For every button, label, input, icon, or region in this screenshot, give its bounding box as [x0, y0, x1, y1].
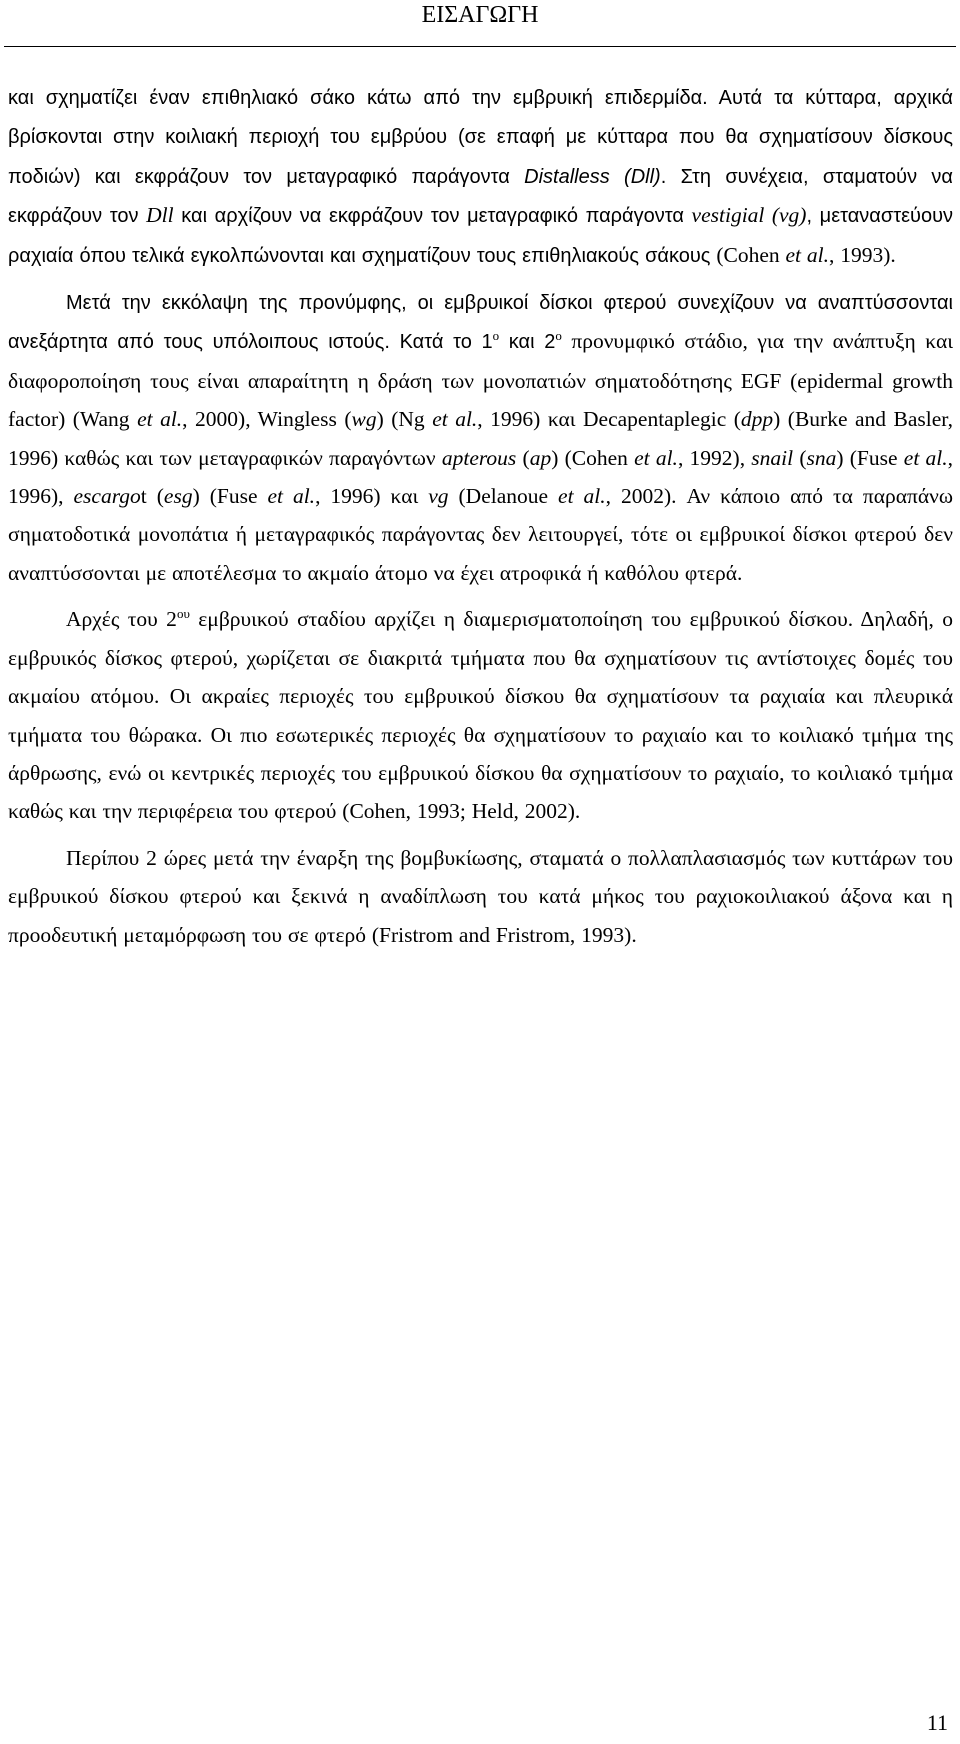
p3-sup-1: ου [176, 606, 190, 622]
p1-gene-dll: Dll [146, 203, 174, 228]
p2-text-f: , 1996) και Decapentaplegic ( [477, 407, 741, 432]
paragraph-1 [8, 78, 953, 275]
p2-text-j: , 1992), [677, 445, 752, 470]
paragraph-3 [8, 600, 953, 830]
p2-sup-1: ο [492, 328, 500, 344]
p2-text-o: ) (Fuse [192, 484, 268, 509]
p2-gene-dpp: dpp [740, 407, 774, 432]
p1-text-1: και σχηματίζει έναν επιθηλιακό σάκο κάτω από την εμβρυική επιδερμίδα. Αυτά τα κύτταρα, αρχικά βρίσκονται στην κοιλιακή περιοχή του εμβρύου (σε επαφή με κύτταρα που θα σχηματίσουν δίσκους ποδιών) και εκφράζουν τον μεταγραφικό παράγοντα [8, 87, 953, 188]
p2-gene-esg: esg [163, 484, 193, 509]
p1-text-2: . Στη συνέχεια, σταματούν να εκφράζουν τον [8, 165, 953, 228]
p2-text-m: , 1996), [8, 445, 953, 509]
p2-text-c: προνυμφικό στάδιο, για την ανάπτυξη και διαφοροποίηση τους είναι απαραίτητη η δράση των μονοπατιών σηματοδότησης EGF (epidermal growth factor) (Wang [8, 329, 953, 432]
p2-text-a: Μετά την εκκόλαψη της προνύμφης, οι εμβρυικοί δίσκοι φτερού συνεχίζουν να αναπτύσσονται ανεξάρτητα από τους υπόλοιπους ιστούς. Κατά το 1 [8, 292, 953, 354]
p4-text-a: Περίπου 2 ώρες μετά την έναρξη της βομβυκίωσης, σταματά ο πολλαπλασιασμός των κυττάρων του εμβρυικού δίσκου φτερού και ξεκινά η αναδίπλωση του κατά μήκος του ραχιοκοιλιακού άξονα και η προοδευτική μεταμόρφωση του σε φτερό (Fristrom and Fristrom, 1993). [8, 845, 953, 947]
p2-etal-4: et al. [903, 445, 948, 470]
p1-text-4: , μεταναστεύουν ραχιαία όπου τελικά εγκολπώνονται και σχηματίζουν τους επιθηλιακούς σάκους [8, 205, 954, 267]
p1-text-3: και αρχίζουν να εκφράζουν τον μεταγραφικό παράγοντα [173, 205, 692, 228]
p2-text-r: , 2002). Αν κάποιο από τα παραπάνω σηματοδοτικά μονοπάτια ή μεταγραφικός παράγοντας δεν λειτουργεί, τότε οι εμβρυικοί δίσκοι φτερού δεν αναπτύσσονται με αποτέλεσμα το ακμαίο άτομο να έχει ατροφικά ή καθόλου φτερά. [8, 484, 953, 585]
p2-text-l: ) (Fuse [836, 445, 904, 470]
p2-gene-sna: sna [806, 445, 837, 470]
p2-text-p: , 1996) και [315, 484, 429, 509]
p2-text-n: t ( [140, 484, 164, 509]
p2-gene-escargot: escargo [73, 484, 141, 509]
p3-text-a: Αρχές του 2 [66, 607, 177, 632]
paragraph-4 [8, 839, 953, 954]
p2-etal-3: et al. [634, 445, 678, 470]
p3-text-b: εμβρυικού σταδίου αρχίζει η διαμερισματοποίηση του εμβρυικού δίσκου. Δηλαδή, ο εμβρυικός δίσκος φτερού, χωρίζεται σε διακριτά τμήματα που θα σχηματίσουν τις αντίστοιχες δομές του ακμαίου ατόμου. Οι ακραίες περιοχές του εμβρυικού δίσκου θα σχηματίσουν τα ραχιαία και πλευρικά τμήματα του θώρακα. Οι πιο εσωτερικές περιοχές θα σχηματίσουν το ραχιαίο και το κοιλιακό τμήμα της άρθρωσης, ενώ οι κεντρικές περιοχές του εμβρυικού δίσκου θα σχηματίσουν το ραχιαίο, το κοιλιακό τμήμα καθώς και την περιφέρεια του φτερού (Cohen, 1993; Held, 2002). [8, 607, 953, 824]
p2-gene-vg: vg [428, 484, 449, 509]
p2-sup-2: ο [555, 328, 562, 344]
paragraph-2 [8, 283, 953, 592]
p2-gene-ap: ap [529, 445, 552, 470]
p2-gene-wg: wg [351, 407, 377, 432]
p2-text-k: ( [793, 445, 807, 470]
p1-gene-vestigial: vestigial (vg) [691, 203, 807, 228]
page-number: 11 [926, 1710, 948, 1735]
p2-text-q: (Delanoue [448, 484, 559, 509]
p2-etal-2: et al. [432, 407, 478, 432]
p1-citation-2: , 1993). [828, 242, 896, 267]
p1-gene-distalless: Distalless (Dll) [524, 165, 661, 188]
p2-etal-6: et al. [558, 484, 606, 509]
p2-gene-apterous: apterous [441, 445, 517, 470]
p2-text-g: ) (Burke and Basler, 1996) καθώς και των μεταγραφικών παραγόντων [8, 407, 953, 470]
p2-text-d: , 2000), Wingless ( [182, 407, 352, 432]
p2-etal-5: et al. [267, 484, 316, 509]
p1-citation-etal: et al. [785, 242, 829, 267]
p2-text-h: ( [516, 445, 530, 470]
p2-text-b: και 2 [499, 331, 556, 354]
p1-citation-1: (Cohen [710, 242, 786, 267]
p2-text-i: ) (Cohen [551, 445, 635, 470]
header-rule [4, 46, 956, 47]
p2-etal-1: et al. [137, 407, 183, 432]
p2-gene-snail: snail [751, 445, 794, 470]
body-text [8, 78, 953, 954]
p2-text-e: ) (Ng [376, 407, 433, 432]
running-header: ΕΙΣΑΓΩΓΗ [421, 2, 539, 28]
